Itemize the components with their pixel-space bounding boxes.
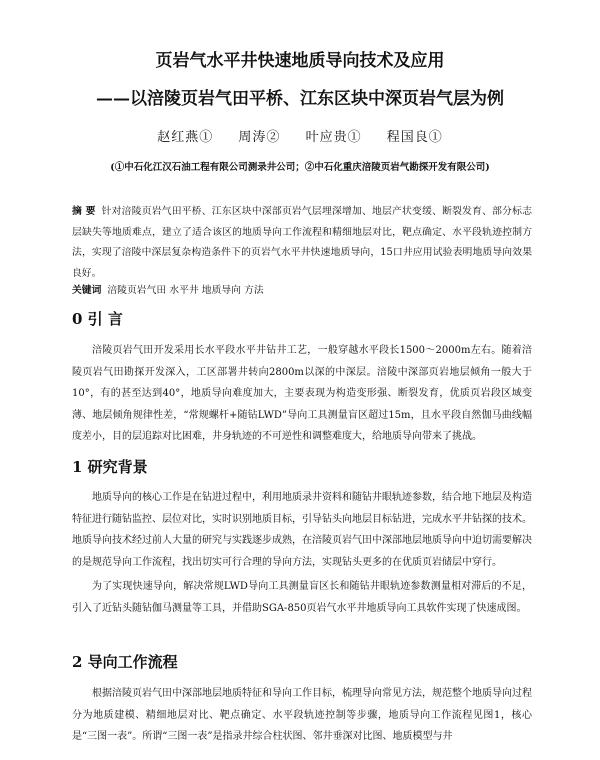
section-heading-workflow: 2 导向工作流程 [72,653,178,671]
abstract-text: 针对涪陵页岩气田平桥、江东区块中深部页岩气层埋深增加、地层产状变缓、断裂发育、部分标志层缺失等地质难点，建立了适合该区的地质导向工作流程和精细地层对比，靶点确定、水平段轨迹控制方法，实现了涪陵中深层复杂构造条件下的页岩气水平井快速地质导向，15口井应用试验表明地质导向效果良好。 [72,206,532,279]
author-name: 叶应贵① [305,130,362,145]
keywords-text: 涪陵页岩气田 水平井 地质导向 方法 [107,285,264,296]
paper-title: 页岩气水平井快速地质导向技术及应用 [155,51,445,71]
keywords-label: 关键词 [72,285,102,296]
author-list [0,126,600,145]
abstract-label: 摘 要 [72,206,96,217]
section-paragraph: 根据涪陵页岩气田中深部地层地质特征和导向工作目标，梳理导向常见方法，规范整个地质导向过程分为地质建模、精细地层对比、靶点确定、水平段轨迹控制等步骤，地质导向工作流程见图1，核心是“三图一表”。所谓“三图一表”是指录井综合柱状图、邻井垂深对比图、地质模型与井 [72,688,532,742]
section-paragraph: 地质导向的核心工作是在钻进过程中，利用地质录井资料和随钻井眼轨迹参数，结合地下地层及构造特征进行随钻监控、层位对比，实时识别地质目标，引导钻头向地层目标钻进，完成水平井钻探的技术。地质导向技术经过前人大量的研究与实践逐步成熟，在涪陵页岩气田中深部地层地质导向中迫切需要解决的是规范导向工作流程，找出切实可行合理的导向方法，实现钻头更多的在优质页岩储层中穿行。 [72,492,532,568]
abstract [72,202,532,284]
author-name: 赵红燕① [157,130,214,145]
section-heading-background: 1 研究背景 [72,458,148,476]
affiliation: (①中石化江汉石油工程有限公司测录井公司；②中石化重庆涪陵页岩气勘探开发有限公司) [110,162,490,173]
author-name: 程国良① [386,130,443,145]
author-name: 周涛② [238,130,281,145]
paper-subtitle: ——以涪陵页岩气田平桥、江东区块中深页岩气层为例 [96,89,504,109]
section-paragraph: 为了实现快速导向，解决常规LWD导向工具测量盲区长和随钻井眼轨迹参数测量相对滞后的不足，引入了近钻头随钻伽马测量等工具，并借助SGA-850页岩气水平井地质导向工具软件实现了快速成图。 [72,581,532,614]
section-heading-intro: 0 引 言 [72,310,123,328]
keywords [72,282,264,296]
section-paragraph: 涪陵页岩气田开发采用长水平段水平井钻井工艺，一般穿越水平段长1500～2000m左右。随着涪陵页岩气田勘探开发深入，工区部署井转向2800m以深的中深层。涪陵中深部页岩地层倾角一般大于10°，有的甚至达到40°，地质导向难度加大，主要表现为构造变形强、断裂发育，优质页岩段区域变薄、地层倾角规律性差，“常规螺杆+随钻LWD”导向工具测量盲区超过15m，且水平段自然伽马曲线幅度差小，目的层追踪对比困难，井身轨迹的不可逆性和调整难度大，给地质导向带来了挑战。 [72,345,532,442]
